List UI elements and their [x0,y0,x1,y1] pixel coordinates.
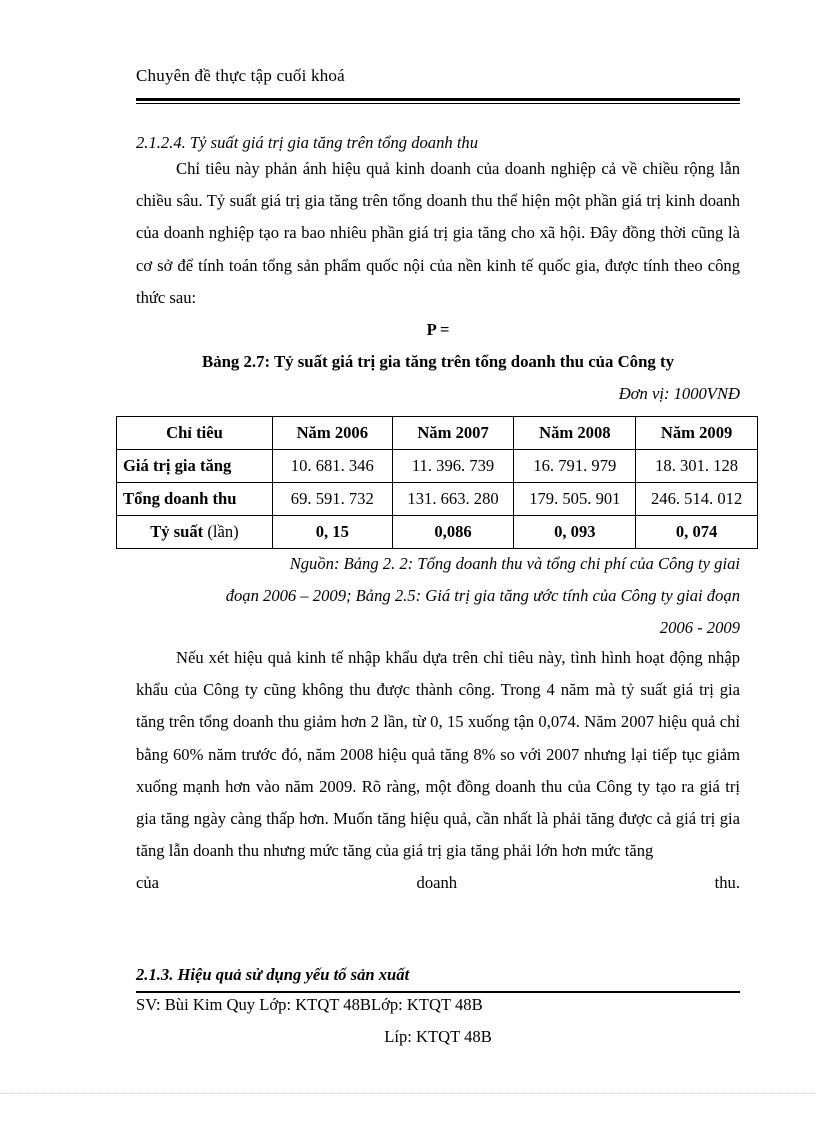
table-cell: 179. 505. 901 [514,483,636,516]
last-word: thu. [714,873,740,893]
intro-paragraph: Chỉ tiêu này phản ánh hiệu quả kinh doanh của doanh nghiệp cả về chiều rộng lẫn chiều sâu. Tỷ suất giá trị gia tăng trên tổng doanh thu thể hiện một phần giá trị kinh doanh của doanh nghiệp tạo ra bao nhiêu phần giá trị gia tăng cho xã hội. Đây đồng thời cũng là cơ sở để tính toán tổng sản phẩm quốc nội của nền kinh tế quốc gia, được tính theo công thức sau: [136,159,740,307]
data-table [116,416,758,549]
row-label-unit: (lần) [207,522,239,541]
formula: P = [426,320,450,339]
table-cell: 10. 681. 346 [272,450,392,483]
table-cell: 18. 301. 128 [636,450,758,483]
last-word: của [136,873,160,893]
table-cell: 16. 791. 979 [514,450,636,483]
page-edge [0,1093,816,1094]
table-header-row [117,417,758,450]
row-label [117,516,273,549]
table-cell: 131. 663. 280 [392,483,514,516]
table-title: Bảng 2.7: Tỷ suất giá trị gia tăng trên tổng doanh thu của Công ty [202,352,674,371]
table-row [117,483,758,516]
subsection-heading: 2.1.3. Hiệu quả sử dụng yếu tố sản xuất [136,965,410,984]
column-header: Chỉ tiêu [117,417,273,450]
analysis-last-line [136,867,740,899]
analysis-paragraph-block [136,642,740,900]
row-label: Tổng doanh thu [117,483,273,516]
table-cell: 0,086 [392,516,514,549]
table-source-note [136,548,740,645]
footer-class-info: Líp: KTQT 48B [384,1027,492,1046]
page-header-title: Chuyên đề thực tập cuối khoá [136,66,345,85]
last-word: doanh [416,873,458,893]
header-divider-thick [136,98,740,101]
column-header: Năm 2007 [392,417,514,450]
table-row [117,450,758,483]
table-row [117,516,758,549]
table-cell: 11. 396. 739 [392,450,514,483]
table-cell: 246. 514. 012 [636,483,758,516]
source-line: đoạn 2006 – 2009; Bảng 2.5: Giá trị gia tăng ước tính của Công ty giai đoạn [225,586,740,606]
table-cell: 0, 15 [272,516,392,549]
footer-student-info: SV: Bùi Kim Quy Lớp: KTQT 48BLớp: KTQT 48B [136,995,483,1014]
footer-divider [136,991,740,993]
source-line: 2006 - 2009 [659,618,740,638]
row-label: Giá trị gia tăng [117,450,273,483]
table-cell: 0, 093 [514,516,636,549]
header-divider-thin [136,103,740,104]
row-label-text: Tỷ suất [150,522,204,541]
section-heading: 2.1.2.4. Tỷ suất giá trị gia tăng trên tổng doanh thu [136,133,479,152]
column-header: Năm 2006 [272,417,392,450]
column-header: Năm 2009 [636,417,758,450]
column-header: Năm 2008 [514,417,636,450]
table-cell: 69. 591. 732 [272,483,392,516]
intro-paragraph-block [136,153,740,314]
table-cell: 0, 074 [636,516,758,549]
analysis-paragraph: Nếu xét hiệu quả kinh tế nhập khẩu dựa trên chỉ tiêu này, tình hình hoạt động nhập khẩu của Công ty cũng không thu được thành công. Trong 4 năm mà tỷ suất giá trị gia tăng trên tổng doanh thu giảm hơn 2 lần, từ 0, 15 xuống tận 0,074. Năm 2007 hiệu quả chỉ bằng 60% năm trước đó, năm 2008 hiệu quả tăng 8% so với 2007 nhưng lại tiếp tục giảm xuống mạnh hơn vào năm 2009. Rõ ràng, một đồng doanh thu của Công ty tạo ra giá trị gia tăng ngày càng thấp hơn. Muốn tăng hiệu quả, cần nhất là phải tăng được cả giá trị gia tăng lẫn doanh thu nhưng mức tăng của giá trị gia tăng phải lớn hơn mức tăng [136,648,740,861]
source-line: Nguồn: Bảng 2. 2: Tổng doanh thu và tổng chi phí của Công ty giai [289,554,740,573]
table-unit-note: Đơn vị: 1000VNĐ [618,384,740,403]
